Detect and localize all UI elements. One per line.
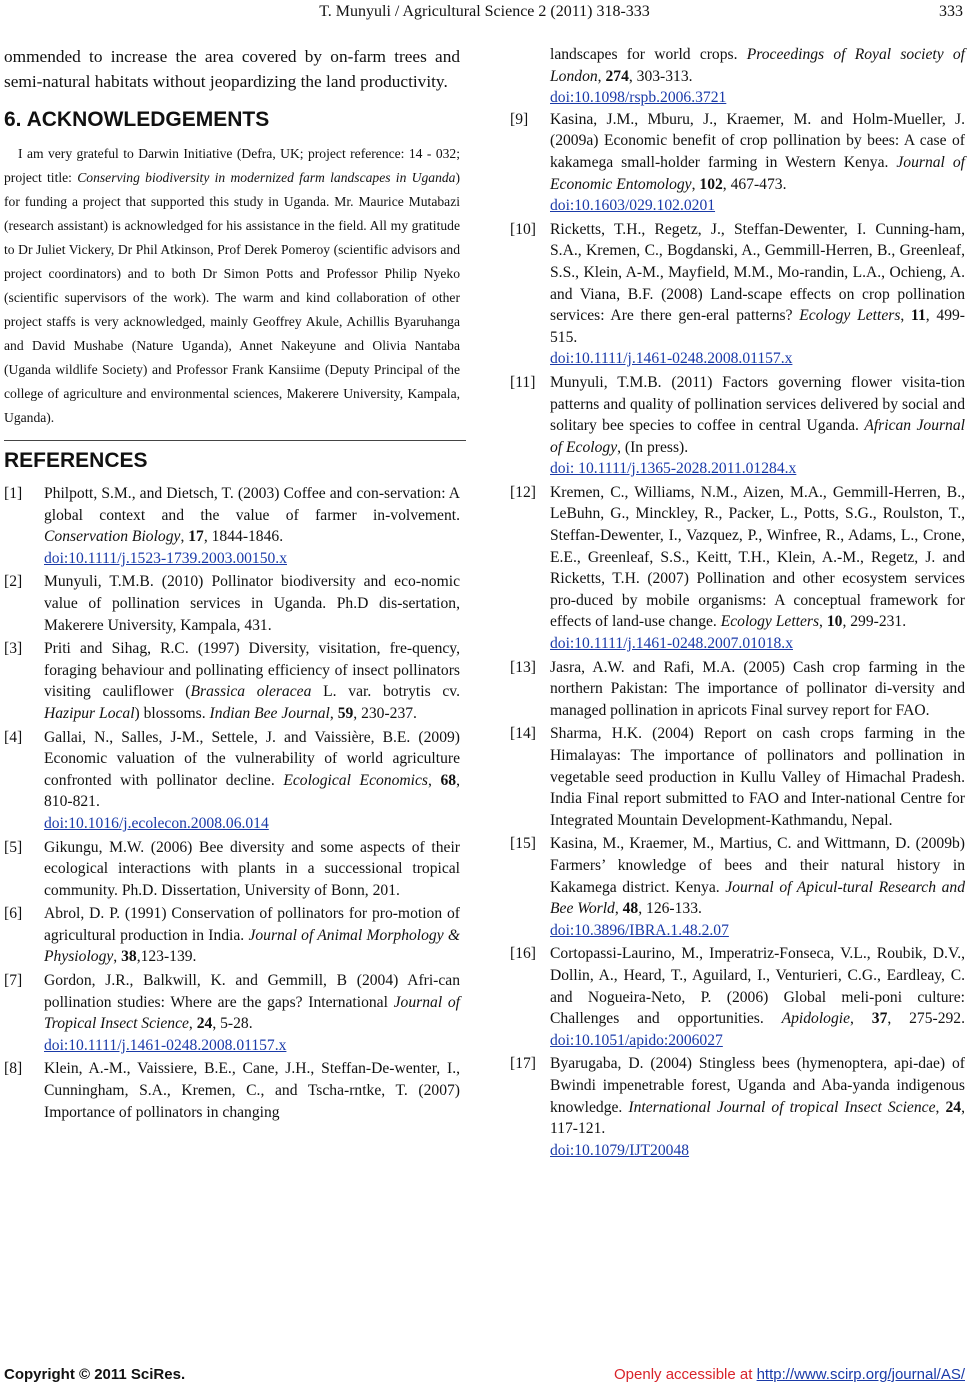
reference-text: Philpott, S.M., and Dietsch, T. (2003) Coffee and con-servation: A global context and the value of farmer in-volvement. Conservation Biology, 17, 1844-1846. doi:10.1111/j.1523-1739.2003.00150.x (44, 483, 460, 569)
doi-link[interactable]: doi:10.1016/j.ecolecon.2008.06.014 (44, 814, 269, 832)
reference-item (510, 943, 965, 1051)
ack-project-title: Conserving biodiversity in modernized farm landscapes in Uganda (77, 170, 456, 185)
ack-text-1: I am very grateful to Darwin Initiative (Defra, UK; project reference: 14 - 032; project title: (4, 146, 460, 185)
doi-link[interactable]: doi:10.1098/rspb.2006.3721 (550, 89, 727, 107)
page-number: 333 (939, 3, 963, 20)
reference-text: Priti and Sihag, R.C. (1997) Diversity, visitation, fre-quency, foraging behaviour and pollinating efficiency of insect pollinators visiting cauliflower (Brassica oleracea L. var. botrytis cv. Hazipur Local) blossoms. Indian Bee Journal, 59, 230-237. (44, 640, 460, 722)
reference-number: [15] (510, 835, 536, 853)
reference-item (510, 657, 965, 722)
running-title: T. Munyuli / Agricultural Science 2 (2011) 318-333 (319, 3, 650, 20)
reference-text: Kasina, M., Kraemer, M., Martius, C. and Wittmann, D. (2009b) Farmers’ knowledge of bees and their natural history in Kakamega district. Kenya. Journal of Apicul-tural Research and Bee World, 48, 126-133. doi:10.3896/IBRA.1.48.2.07 (550, 833, 965, 941)
reference-item (4, 903, 460, 968)
reference-number: [1] (4, 485, 23, 502)
reference-text: Kremen, C., Williams, N.M., Aizen, M.A., Gemmill-Herren, B., LeBuhn, G., Minckley, R., Packer, L., Potts, S.G., Roulston, T., Steffan-Dewenter, I., Vazquez, P., Winfree, R., Adams, L., Crone, E.E., Greenleaf, S.S., Keitt, T.H., Klein, A.-M., Regetz, J. and Ricketts, T.H. (2007) Pollination and other ecosystem services pro-duced by mobile organisms: A conceptual framework for effects of land-use change. Ecology Letters, 10, 299-231. doi:10.1111/j.1461-0248.2007.01018.x (550, 482, 965, 655)
doi-link[interactable]: doi:10.3896/IBRA.1.48.2.07 (550, 921, 729, 939)
page-footer (0, 1366, 969, 1388)
reference-text: Munyuli, T.M.B. (2011) Factors governing flower visita-tion patterns and quality of pollination services delivered by social and solitary bee species to coffee in central Uganda. African Journal of Ecology, (In press). doi: 10.1111/j.1365-2028.2011.01284.x (550, 372, 965, 480)
reference-number: [16] (510, 945, 536, 963)
right-column (510, 44, 965, 1163)
reference-number: [4] (4, 728, 23, 746)
section-divider (4, 440, 466, 441)
reference-text: Byarugaba, D. (2004) Stingless bees (hymenoptera, api-dae) of Bwindi impenetrable forest, Uganda and Aba-yanda indigenous knowledge. International Journal of tropical Insect Science, 24, 117-121. doi:10.1079/IJT20048 (550, 1053, 965, 1161)
intro-paragraph: ommended to increase the area covered by on-farm trees and semi-natural habitats without jeopardizing the land productivity. (4, 47, 460, 91)
reference-number: [12] (510, 483, 536, 501)
reference-continuation: landscapes for world crops. Proceedings of Royal society of London, 274, 303-313. doi:10.1098/rspb.2006.3721 (510, 44, 965, 109)
reference-item (510, 482, 965, 655)
reference-number: [10] (510, 220, 536, 238)
doi-link[interactable]: doi:10.1111/j.1461-0248.2007.01018.x (550, 635, 793, 653)
reference-item (4, 727, 460, 835)
reference-number: [17] (510, 1055, 536, 1073)
doi-link[interactable]: doi:10.1603/029.102.0201 (550, 197, 716, 215)
reference-text: Gallai, N., Salles, J-M., Settele, J. and Vaissière, B.E. (2009) Economic valuation of the vulnerability of world agriculture confronted with pollinator decline. Ecological Economics, 68, 810-821. doi:10.1016/j.ecolecon.2008.06.014 (44, 727, 460, 835)
references-heading: REFERENCES (4, 449, 148, 472)
reference-text: Kasina, J.M., Mburu, J., Kraemer, M. and Holm-Mueller, J. (2009a) Economic benefit of crop pollination by bees: A case of kakamega small-holder farming in Western Kenya. Journal of Economic Entomology, 102, 467-473. doi:10.1603/029.102.0201 (550, 109, 965, 217)
reference-number: [8] (4, 1060, 23, 1078)
reference-text: Klein, A.-M., Vaissiere, B.E., Cane, J.H., Steffan-De-wenter, I., Cunningham, S.A., Kremen, C., and Tscha-rntke, T. (2007) Importance of pollinators in changing (44, 1060, 460, 1121)
reference-text: Abrol, D. P. (1991) Conservation of pollinators for pro-motion of agricultural production in India. Journal of Animal Morphology & Physiology, 38,123-139. (44, 905, 460, 966)
doi-link[interactable]: doi:10.1111/j.1461-0248.2008.01157.x (550, 350, 793, 368)
reference-number: [13] (510, 658, 536, 676)
reference-item (510, 833, 965, 941)
doi-link[interactable]: doi:10.1111/j.1461-0248.2008.01157.x (44, 1036, 287, 1054)
reference-text: Ricketts, T.H., Regetz, J., Steffan-Dewenter, I. Cunning-ham, S.A., Kremen, C., Bogdanski, A., Gemmill-Herren, B., Greenleaf, S.S., Klein, A-M., Mayfield, M.M., Mo-randin, L.A., Ochieng, A. and Viana, B.F. (2008) Land-scape effects on crop pollination services: Are there gen-eral patterns? Ecology Letters, 11, 499-515. doi:10.1111/j.1461-0248.2008.01157.x (550, 219, 965, 370)
reference-item (510, 723, 965, 831)
reference-number: [11] (510, 373, 536, 391)
reference-item (510, 219, 965, 370)
acknowledgements-heading: 6. ACKNOWLEDGEMENTS (4, 108, 270, 131)
reference-item (510, 109, 965, 217)
reference-number: [14] (510, 725, 536, 743)
doi-link[interactable]: doi:10.1111/j.1523-1739.2003.00150.x (44, 549, 287, 567)
reference-text: Jasra, A.W. and Rafi, M.A. (2005) Cash crop farming in the northern Pakistan: The importance of pollinator di-versity and managed pollination in apricots Final survey report for FAO. (550, 658, 965, 719)
reference-text: Gikungu, M.W. (2006) Bee diversity and some aspects of their ecological interactions with plants in a successional tropical community. Ph.D. Dissertation, University of Bonn, 201. (44, 838, 460, 899)
reference-number: [5] (4, 838, 23, 856)
open-access-notice: Openly accessible at http://www.scirp.org/journal/AS/ (614, 1366, 965, 1383)
reference-text: Sharma, H.K. (2004) Report on cash crops farming in the Himalayas: The importance of pollinators and pollination in vegetable seed production in Kullu Valley of Himachal Pradesh. India Final report submitted to FAO and Inter-national Centre for Integrated Mountain Development-Kathmandu, Nepal. (550, 725, 965, 829)
reference-number: [2] (4, 573, 23, 591)
reference-number: [9] (510, 110, 529, 128)
reference-text: Gordon, J.R., Balkwill, K. and Gemmill, B (2004) Afri-can pollination studies: Where are the gaps? International Journal of Tropical Insect Science, 24, 5-28. doi:10.1111/j.1461-0248.2008.01157.x (44, 970, 460, 1056)
reference-item (4, 970, 460, 1056)
reference-number: [3] (4, 640, 23, 658)
reference-item (4, 483, 460, 569)
left-column (4, 44, 460, 1125)
ack-text-2: ) for funding a project that supported this study in Uganda. Mr. Maurice Mutabazi (research assistant) is acknowledged for his assistance in the field. All my gratitude to Dr Juliet Vickery, Dr Phil Atkinson, Prof Derek Pomeroy (scientific advisors and project coordinators) and to both Dr Simon Potts and Professor Philip Nyeko (scientific supervisors of the work). The warm and kind collaboration of other project staffs is very acknowledged, mainly Geoffrey Akule, Achillis Byaruhanga and David Mushabe (Nature Uganda), Annet Nakeyune and Olivia Nantaba (Uganda wildlife Society) and Professor Frank Kansiime (Deputy Principal of the college of agriculture and environmental sciences, Makerere University, Kampala, Uganda). (4, 170, 460, 425)
reference-item (510, 1053, 965, 1161)
reference-text: Cortopassi-Laurino, M., Imperatriz-Fonseca, V.L., Roubik, D.V., Dollin, A., Heard, T., Aguilard, I., Venturieri, C.G., Eardleay, C. and Nogueira-Neto, P. (2006) Global meli-poni culture: Challenges and opportunities. Apidologie, 37, 275-292. doi:10.1051/apido:2006027 (550, 945, 966, 1049)
reference-text: Munyuli, T.M.B. (2010) Pollinator biodiversity and eco-nomic value of pollination services in Uganda. Ph.D dis-sertation, Makerere University, Kampala, 431. (44, 573, 460, 634)
reference-item (4, 638, 460, 724)
reference-item (4, 571, 460, 636)
reference-item (4, 837, 460, 902)
doi-link[interactable]: doi:10.1079/IJT20048 (550, 1141, 690, 1159)
doi-link[interactable]: doi: 10.1111/j.1365-2028.2011.01284.x (550, 460, 797, 478)
copyright-notice: Copyright © 2011 SciRes. (4, 1366, 186, 1383)
reference-item (4, 1058, 460, 1123)
reference-number: [6] (4, 905, 23, 923)
journal-url-link[interactable]: http://www.scirp.org/journal/AS/ (756, 1366, 965, 1383)
doi-link[interactable]: doi:10.1051/apido:2006027 (550, 1031, 723, 1049)
acknowledgements-paragraph (4, 142, 460, 430)
running-header (0, 2, 969, 24)
reference-number: [7] (4, 972, 23, 990)
reference-item (510, 372, 965, 480)
